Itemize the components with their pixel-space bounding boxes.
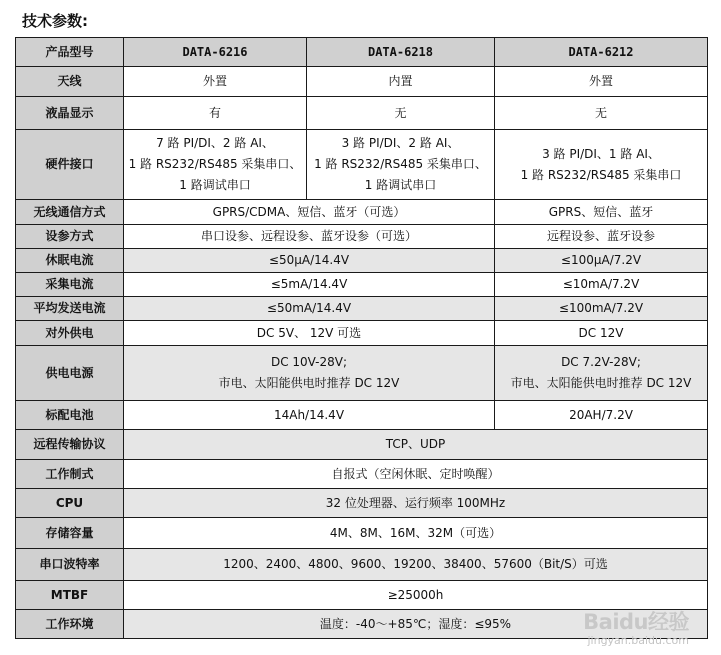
tx-6212: ≤100mA/7.2V <box>495 297 708 321</box>
table-row <box>16 97 708 130</box>
model-6212: DATA-6212 <box>495 38 708 67</box>
hw-line: 1 路 RS232/RS485 采集串口 <box>520 167 682 182</box>
battery-6212: 20AH/7.2V <box>495 401 708 430</box>
row-label: 存储容量 <box>16 518 124 549</box>
wireless-6212: GPRS、短信、蓝牙 <box>495 200 708 225</box>
hw-6218 <box>307 130 495 200</box>
power-6216-6218 <box>124 346 495 401</box>
baidu-logo: Baidu经验 <box>583 610 689 634</box>
row-label: 天线 <box>16 67 124 97</box>
ext-6212: DC 12V <box>495 321 708 346</box>
row-label: 采集电流 <box>16 273 124 297</box>
row-label: 工作制式 <box>16 460 124 489</box>
baidu-watermark <box>583 606 689 647</box>
table-row <box>16 346 708 401</box>
mode-value: 自报式（空闲休眠、定时唤醒） <box>124 460 708 489</box>
spec-table <box>15 37 708 639</box>
watermark-url: jingyan.baidu.com <box>587 634 689 647</box>
antenna-6218: 内置 <box>307 67 495 97</box>
baud-value: 1200、2400、4800、9600、19200、38400、57600（Bit/S）可选 <box>124 549 708 581</box>
power-line: DC 10V-28V; <box>270 355 348 369</box>
row-label: 硬件接口 <box>16 130 124 200</box>
header-label: 产品型号 <box>16 38 124 67</box>
ext-6216-6218: DC 5V、 12V 可选 <box>124 321 495 346</box>
wireless-6216-6218: GPRS/CDMA、短信、蓝牙（可选） <box>124 200 495 225</box>
sleep-6212: ≤100μA/7.2V <box>495 249 708 273</box>
table-row <box>16 460 708 489</box>
table-row <box>16 321 708 346</box>
lcd-6212: 无 <box>495 97 708 130</box>
row-label: MTBF <box>16 581 124 610</box>
row-label: 远程传输协议 <box>16 430 124 460</box>
row-label: 设参方式 <box>16 225 124 249</box>
table-row <box>16 225 708 249</box>
power-6212 <box>495 346 708 401</box>
row-label: 工作环境 <box>16 610 124 639</box>
hw-line: 1 路调试串口 <box>179 178 251 192</box>
config-6216-6218: 串口设参、远程设参、蓝牙设参（可选） <box>124 225 495 249</box>
table-row <box>16 430 708 460</box>
row-label: 无线通信方式 <box>16 200 124 225</box>
table-row <box>16 130 708 200</box>
cpu-value: 32 位处理器、运行频率 100MHz <box>124 489 708 518</box>
hw-line: 7 路 PI/DI、2 路 AI、 <box>156 136 274 150</box>
hw-line: 3 路 PI/DI、1 路 AI、 <box>542 146 660 161</box>
antenna-6216: 外置 <box>124 67 307 97</box>
protocol-value: TCP、UDP <box>124 430 708 460</box>
table-header-row <box>16 38 708 67</box>
table-row <box>16 549 708 581</box>
power-line: DC 7.2V-28V; <box>561 355 641 369</box>
power-line: 市电、太阳能供电时推荐 DC 12V <box>510 376 692 390</box>
table-row <box>16 273 708 297</box>
row-label: 标配电池 <box>16 401 124 430</box>
hw-line: 1 路 RS232/RS485 采集串口、 <box>314 157 487 171</box>
model-6218: DATA-6218 <box>307 38 495 67</box>
table-row <box>16 518 708 549</box>
hw-line: 3 路 PI/DI、2 路 AI、 <box>341 136 460 150</box>
lcd-6216: 有 <box>124 97 307 130</box>
row-label: 休眠电流 <box>16 249 124 273</box>
mtbf-value: ≥25000h <box>124 581 708 610</box>
row-label: 供电电源 <box>16 346 124 401</box>
acq-6212: ≤10mA/7.2V <box>495 273 708 297</box>
row-label: 串口波特率 <box>16 549 124 581</box>
table-row <box>16 249 708 273</box>
row-label: 平均发送电流 <box>16 297 124 321</box>
table-row <box>16 297 708 321</box>
table-row <box>16 200 708 225</box>
hw-6216 <box>124 130 307 200</box>
power-line: 市电、太阳能供电时推荐 DC 12V <box>218 376 400 390</box>
table-row <box>16 401 708 430</box>
row-label: 对外供电 <box>16 321 124 346</box>
hw-6212 <box>495 130 708 200</box>
hw-line: 1 路 RS232/RS485 采集串口、 <box>128 157 302 171</box>
table-row <box>16 489 708 518</box>
antenna-6212: 外置 <box>495 67 708 97</box>
lcd-6218: 无 <box>307 97 495 130</box>
battery-6216-6218: 14Ah/14.4V <box>124 401 495 430</box>
sleep-6216-6218: ≤50μA/14.4V <box>124 249 495 273</box>
table-row <box>16 67 708 97</box>
row-label: 液晶显示 <box>16 97 124 130</box>
tx-6216-6218: ≤50mA/14.4V <box>124 297 495 321</box>
model-6216: DATA-6216 <box>124 38 307 67</box>
storage-value: 4M、8M、16M、32M（可选） <box>124 518 708 549</box>
section-title: 技术参数: <box>22 12 88 30</box>
config-6212: 远程设参、蓝牙设参 <box>495 225 708 249</box>
row-label: CPU <box>16 489 124 518</box>
hw-line: 1 路调试串口 <box>364 178 437 192</box>
acq-6216-6218: ≤5mA/14.4V <box>124 273 495 297</box>
env-value: 温度：-40～+85℃；湿度：≤95% <box>124 610 708 639</box>
